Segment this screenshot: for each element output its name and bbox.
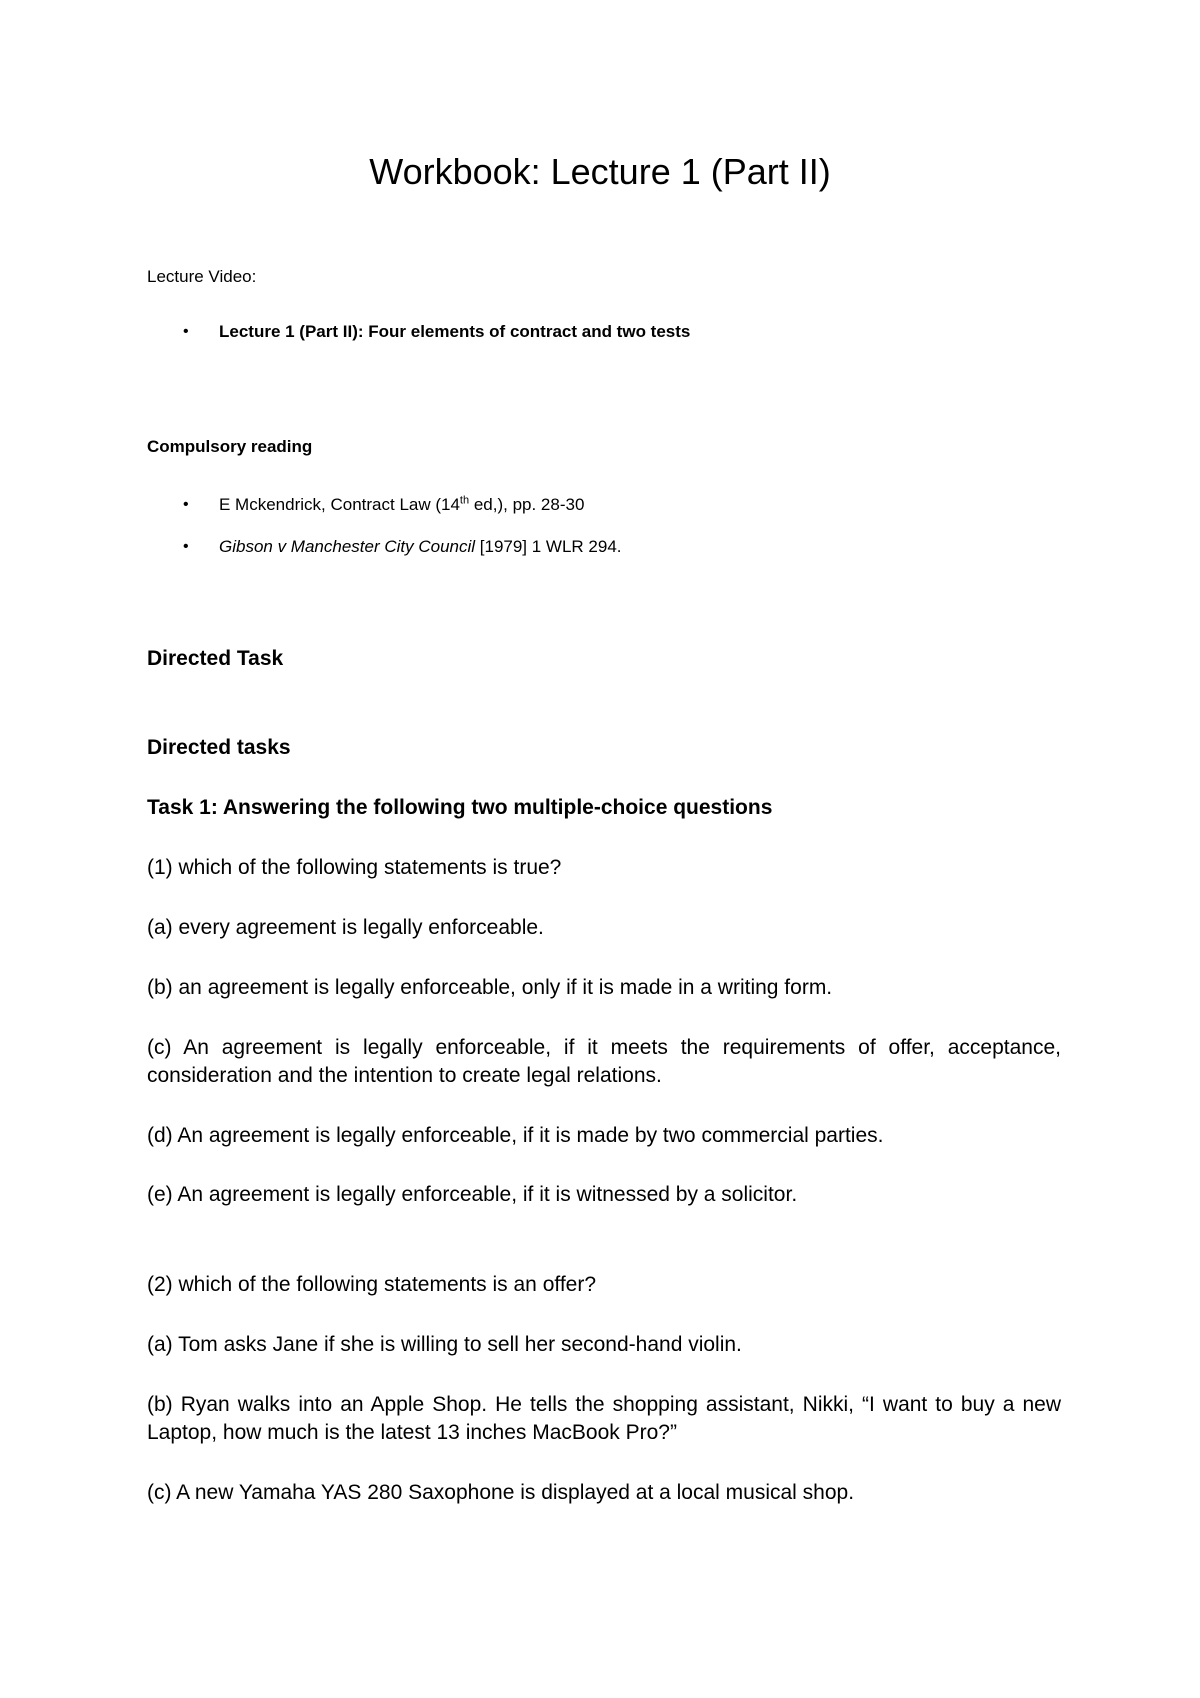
reading-item-gibson <box>219 536 622 558</box>
reading-text-pre: E Mckendrick, Contract Law (14 <box>219 495 460 514</box>
case-name: Gibson v Manchester City Council <box>219 537 476 556</box>
reading-item-mckendrick <box>219 494 584 516</box>
reading-text-post: ed,), pp. 28-30 <box>469 495 585 514</box>
case-citation: [1979] 1 WLR 294. <box>475 537 622 556</box>
bullet-icon: • <box>183 538 189 555</box>
bullet-icon: • <box>183 496 189 513</box>
directed-tasks-heading: Directed tasks <box>147 736 291 759</box>
page-title: Workbook: Lecture 1 (Part II) <box>369 151 831 192</box>
compulsory-reading-heading: Compulsory reading <box>147 437 313 456</box>
directed-task-heading: Directed Task <box>147 647 284 670</box>
question-2: (2) which of the following statements is an offer? <box>147 1273 597 1296</box>
question-1: (1) which of the following statements is true? <box>147 856 562 879</box>
lecture-video-heading: Lecture Video: <box>147 267 257 286</box>
task-1-title: Task 1: Answering the following two multiple-choice questions <box>147 796 773 819</box>
q1-option-d: (d) An agreement is legally enforceable, if it is made by two commercial parties. <box>147 1124 884 1147</box>
q1-option-b: (b) an agreement is legally enforceable, only if it is made in a writing form. <box>147 976 833 999</box>
q2-option-c: (c) A new Yamaha YAS 280 Saxophone is displayed at a local musical shop. <box>147 1481 855 1504</box>
q1-option-c: (c) An agreement is legally enforceable, if it meets the requirements of offer, acceptance, consideration and the intention to create legal relations. <box>147 1036 1061 1087</box>
q1-option-a: (a) every agreement is legally enforceable. <box>147 916 544 939</box>
reading-text-sup: th <box>459 494 470 507</box>
lecture-video-item: Lecture 1 (Part II): Four elements of contract and two tests <box>219 322 691 341</box>
q2-option-b: (b) Ryan walks into an Apple Shop. He tells the shopping assistant, Nikki, “I want to buy a new Laptop, how much is the latest 13 inches MacBook Pro?” <box>147 1393 1061 1444</box>
q1-option-e: (e) An agreement is legally enforceable, if it is witnessed by a solicitor. <box>147 1183 798 1206</box>
q2-option-a: (a) Tom asks Jane if she is willing to sell her second-hand violin. <box>147 1333 742 1356</box>
bullet-icon: • <box>183 323 189 340</box>
